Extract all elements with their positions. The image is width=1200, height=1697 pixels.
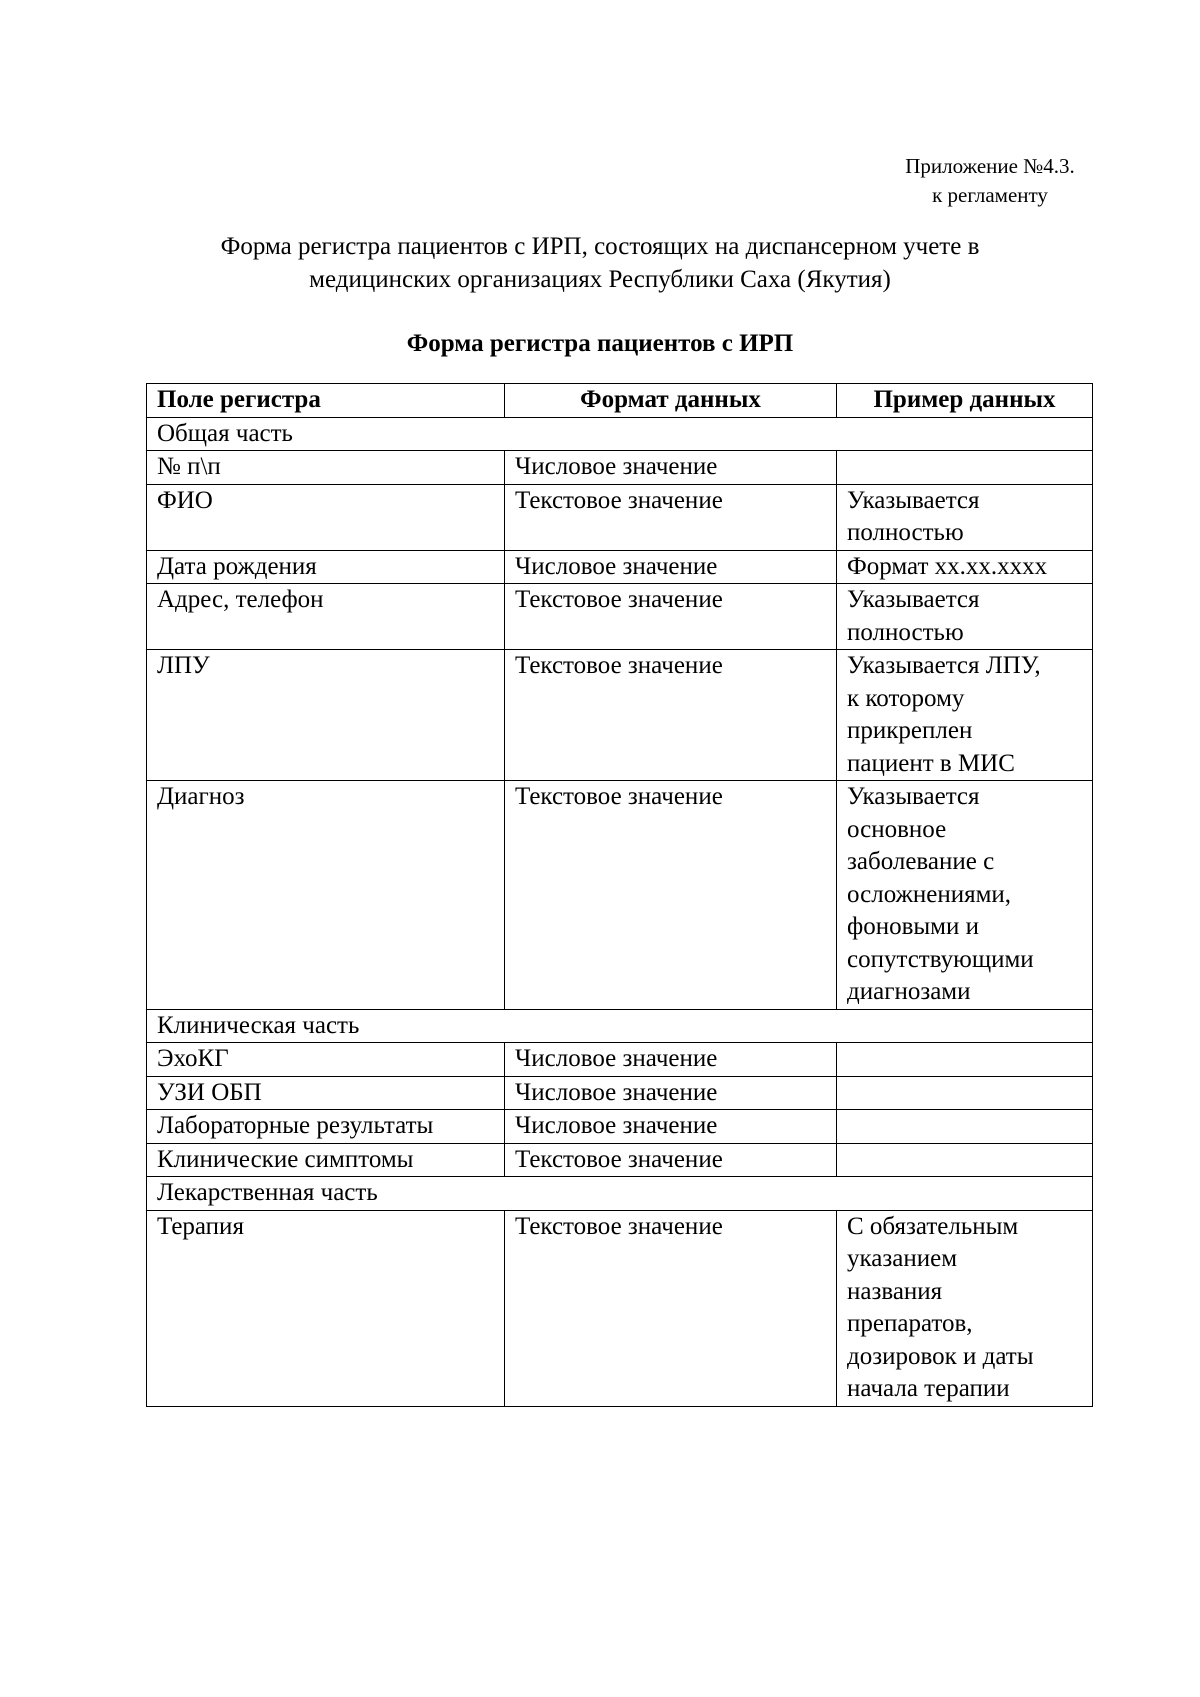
table-title: Форма регистра пациентов с ИРП <box>406 330 794 357</box>
example-line: заболевание с <box>847 848 995 875</box>
cell-field: ЭхоКГ <box>147 1043 505 1077</box>
table-row <box>147 451 1093 485</box>
header-field: Поле регистра <box>147 384 505 418</box>
example-line: начала терапии <box>847 1375 1010 1402</box>
example-line: пациент в МИС <box>847 749 1015 777</box>
annex-note <box>900 152 1080 210</box>
cell-format: Текстовое значение <box>505 1210 837 1406</box>
example-line: препаратов, <box>847 1310 973 1337</box>
cell-format: Текстовое значение <box>505 484 837 550</box>
example-line: сопутствующими <box>847 945 1034 973</box>
section-row-drug <box>147 1177 1093 1211</box>
example-line: к которому <box>847 684 965 712</box>
cell-field: Клинические симптомы <box>147 1143 505 1177</box>
document-title <box>150 230 1050 296</box>
cell-field: Диагноз <box>147 781 505 1010</box>
table-row <box>147 584 1093 650</box>
section-drug-label: Лекарственная часть <box>147 1177 1093 1211</box>
cell-format: Числовое значение <box>505 1110 837 1144</box>
cell-field: Адрес, телефон <box>147 584 505 650</box>
table-row <box>147 1043 1093 1077</box>
cell-field: ЛПУ <box>147 650 505 781</box>
cell-example <box>837 781 1093 1010</box>
cell-format: Числовое значение <box>505 550 837 584</box>
section-clinical-label: Клиническая часть <box>147 1009 1093 1043</box>
table-row <box>147 1076 1093 1110</box>
annex-line-1: Приложение №4.3. <box>905 154 1075 178</box>
cell-format: Числовое значение <box>505 1043 837 1077</box>
cell-format: Текстовое значение <box>505 584 837 650</box>
annex-line-2: к регламенту <box>932 183 1048 207</box>
cell-field: Терапия <box>147 1210 505 1406</box>
example-line: фоновыми и <box>847 913 980 940</box>
example-line: Указывается ЛПУ, <box>847 652 1041 679</box>
table-row <box>147 484 1093 550</box>
table-row <box>147 781 1093 1010</box>
table-row <box>147 650 1093 781</box>
example-line: Указывается <box>847 586 980 613</box>
cell-example <box>837 1076 1093 1110</box>
cell-example <box>837 650 1093 781</box>
example-line: прикреплен <box>847 717 973 744</box>
section-row-clinical <box>147 1009 1093 1043</box>
cell-field: № п\п <box>147 451 505 485</box>
table-row <box>147 1210 1093 1406</box>
section-general-label: Общая часть <box>147 417 1093 451</box>
cell-field: УЗИ ОБП <box>147 1076 505 1110</box>
section-row-general <box>147 417 1093 451</box>
cell-example <box>837 1110 1093 1144</box>
example-line: диагнозами <box>847 978 971 1005</box>
cell-format: Текстовое значение <box>505 650 837 781</box>
cell-example <box>837 1210 1093 1406</box>
cell-format: Числовое значение <box>505 451 837 485</box>
header-format: Формат данных <box>505 384 837 418</box>
cell-example <box>837 584 1093 650</box>
table-row <box>147 1110 1093 1144</box>
registry-table <box>146 383 1093 1407</box>
example-line: дозировок и даты <box>847 1342 1034 1370</box>
example-line: указанием <box>847 1245 958 1272</box>
example-line: Указывается <box>847 486 980 514</box>
cell-format: Текстовое значение <box>505 1143 837 1177</box>
cell-field: ФИО <box>147 484 505 550</box>
example-line: полностью <box>847 519 964 546</box>
example-line: основное <box>847 815 947 843</box>
cell-example <box>837 1143 1093 1177</box>
example-line: полностью <box>847 618 964 646</box>
cell-example <box>837 1043 1093 1077</box>
example-line: Указывается <box>847 783 980 810</box>
table-row <box>147 1143 1093 1177</box>
example-line: названия <box>847 1277 943 1305</box>
example-line: С обязательным <box>847 1212 1019 1240</box>
cell-field: Лабораторные результаты <box>147 1110 505 1144</box>
header-example: Пример данных <box>837 384 1093 418</box>
cell-example <box>837 484 1093 550</box>
cell-format: Числовое значение <box>505 1076 837 1110</box>
document-title-line-1: Форма регистра пациентов с ИРП, состоящих на диспансерном учете в <box>220 233 980 260</box>
document-title-line-2: медицинских организациях Республики Саха (Якутия) <box>309 266 891 293</box>
example-line: осложнениями, <box>847 880 1012 908</box>
table-header-row <box>147 384 1093 418</box>
cell-format: Текстовое значение <box>505 781 837 1010</box>
cell-example <box>837 451 1093 485</box>
cell-field: Дата рождения <box>147 550 505 584</box>
table-row <box>147 550 1093 584</box>
cell-example: Формат хх.хх.хххх <box>837 550 1093 584</box>
